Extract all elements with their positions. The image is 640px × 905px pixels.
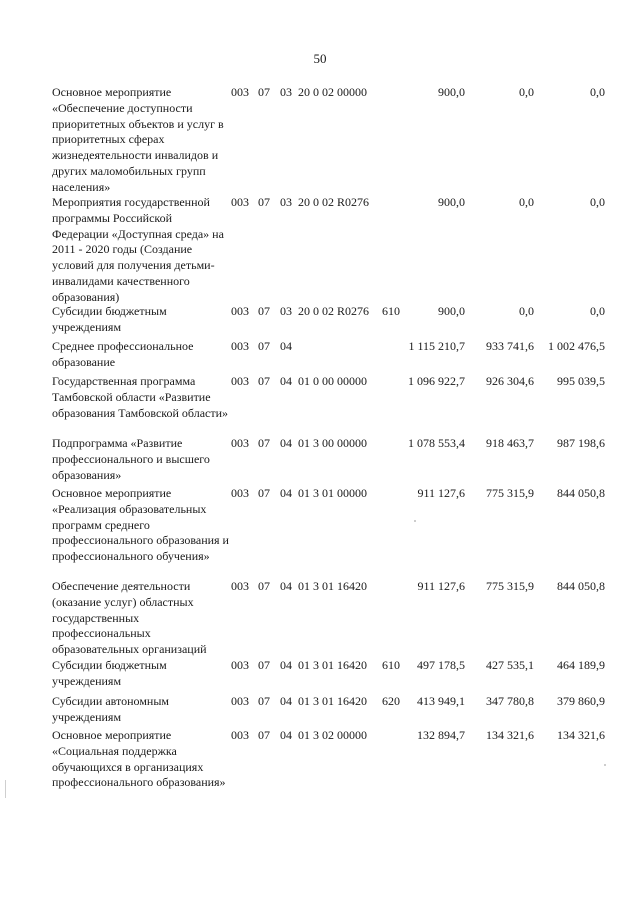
section-code: 07 — [258, 85, 270, 99]
target-article: 01 3 01 16420 — [298, 694, 367, 708]
page-number: 50 — [313, 51, 327, 66]
amount-year-2: 0,0 — [519, 304, 534, 318]
scan-speck — [414, 520, 416, 522]
section-code: 07 — [258, 195, 270, 209]
row-name: Мероприятия государственной программы Российской Федерации «Доступная среда» на 2011 - 2020 годы (Создание условий для получения детьми-инвалидами качественного образования) — [52, 195, 224, 304]
amount-year-1: 900,0 — [438, 85, 465, 99]
admin-code: 003 — [231, 579, 249, 593]
row-name: Основное мероприятие «Обеспечение доступности приоритетных объектов и услуг в приоритетных сферах жизнедеятельности инвалидов и других маломобильных групп населения» — [52, 85, 224, 194]
row-name: Субсидии бюджетным учреждениям — [52, 658, 167, 688]
subsection-code: 04 — [280, 694, 292, 708]
amount-year-3: 0,0 — [590, 85, 605, 99]
admin-code: 003 — [231, 339, 249, 353]
admin-code: 003 — [231, 486, 249, 500]
section-code: 07 — [258, 304, 270, 318]
amount-year-3: 0,0 — [590, 195, 605, 209]
target-article: 20 0 02 R0276 — [298, 195, 370, 209]
subsection-code: 04 — [280, 436, 292, 450]
section-code: 07 — [258, 339, 270, 353]
amount-year-1: 1 078 553,4 — [408, 436, 465, 450]
row-name: Субсидии бюджетным учреждениям — [52, 304, 167, 334]
amount-year-2: 347 780,8 — [486, 694, 534, 708]
subsection-code: 03 — [280, 304, 292, 318]
section-code: 07 — [258, 486, 270, 500]
admin-code: 003 — [231, 304, 249, 318]
amount-year-1: 1 115 210,7 — [408, 339, 465, 353]
subsection-code: 04 — [280, 728, 292, 742]
subsection-code: 04 — [280, 658, 292, 672]
section-code: 07 — [258, 658, 270, 672]
amount-year-1: 911 127,6 — [417, 486, 465, 500]
row-name: Государственная программа Тамбовской области «Развитие образования Тамбовской области» — [52, 374, 229, 420]
section-code: 07 — [258, 436, 270, 450]
amount-year-3: 995 039,5 — [557, 374, 605, 388]
row-name: Основное мероприятие «Социальная поддержка обучающихся в организациях профессионального образования» — [52, 728, 226, 790]
amount-year-2: 926 304,6 — [486, 374, 534, 388]
amount-year-2: 0,0 — [519, 85, 534, 99]
expense-type: 620 — [382, 694, 400, 708]
amount-year-2: 0,0 — [519, 195, 534, 209]
amount-year-3: 987 198,6 — [557, 436, 605, 450]
amount-year-3: 844 050,8 — [557, 579, 605, 593]
amount-year-2: 775 315,9 — [486, 579, 534, 593]
target-article: 01 3 01 16420 — [298, 658, 367, 672]
scan-margin-mark — [5, 780, 6, 798]
admin-code: 003 — [231, 694, 249, 708]
row-name: Субсидии автономным учреждениям — [52, 694, 169, 724]
subsection-code: 03 — [280, 195, 292, 209]
row-name: Основное мероприятие «Реализация образовательных программ среднего профессионального образования и профессионального обучения» — [52, 486, 229, 564]
scan-speck — [604, 764, 606, 766]
amount-year-3: 0,0 — [590, 304, 605, 318]
admin-code: 003 — [231, 658, 249, 672]
admin-code: 003 — [231, 195, 249, 209]
amount-year-1: 497 178,5 — [417, 658, 465, 672]
admin-code: 003 — [231, 728, 249, 742]
section-code: 07 — [258, 579, 270, 593]
row-name: Среднее профессиональное образование — [52, 339, 194, 369]
subsection-code: 04 — [280, 579, 292, 593]
amount-year-3: 464 189,9 — [557, 658, 605, 672]
amount-year-3: 844 050,8 — [557, 486, 605, 500]
target-article: 01 0 00 00000 — [298, 374, 367, 388]
target-article: 01 3 01 00000 — [298, 486, 367, 500]
amount-year-2: 134 321,6 — [486, 728, 534, 742]
amount-year-1: 911 127,6 — [417, 579, 465, 593]
subsection-code: 04 — [280, 339, 292, 353]
admin-code: 003 — [231, 436, 249, 450]
expense-type: 610 — [382, 658, 400, 672]
amount-year-2: 427 535,1 — [486, 658, 534, 672]
admin-code: 003 — [231, 374, 249, 388]
target-article: 20 0 02 R0276 — [298, 304, 370, 318]
amount-year-1: 900,0 — [438, 195, 465, 209]
section-code: 07 — [258, 694, 270, 708]
expense-type: 610 — [382, 304, 400, 318]
section-code: 07 — [258, 374, 270, 388]
admin-code: 003 — [231, 85, 249, 99]
amount-year-3: 1 002 476,5 — [548, 339, 605, 353]
amount-year-2: 918 463,7 — [486, 436, 534, 450]
amount-year-1: 900,0 — [438, 304, 465, 318]
amount-year-1: 1 096 922,7 — [408, 374, 465, 388]
target-article: 20 0 02 00000 — [298, 85, 367, 99]
subsection-code: 04 — [280, 374, 292, 388]
subsection-code: 03 — [280, 85, 292, 99]
target-article: 01 3 01 16420 — [298, 579, 367, 593]
row-name: Подпрограмма «Развитие профессионального и высшего образования» — [52, 436, 210, 482]
target-article: 01 3 00 00000 — [298, 436, 367, 450]
target-article: 01 3 02 00000 — [298, 728, 367, 742]
section-code: 07 — [258, 728, 270, 742]
amount-year-2: 775 315,9 — [486, 486, 534, 500]
amount-year-3: 134 321,6 — [557, 728, 605, 742]
amount-year-1: 132 894,7 — [417, 728, 465, 742]
amount-year-2: 933 741,6 — [486, 339, 534, 353]
amount-year-1: 413 949,1 — [417, 694, 465, 708]
amount-year-3: 379 860,9 — [557, 694, 605, 708]
subsection-code: 04 — [280, 486, 292, 500]
row-name: Обеспечение деятельности (оказание услуг) областных государственных профессиональных образовательных организаций — [52, 579, 207, 657]
